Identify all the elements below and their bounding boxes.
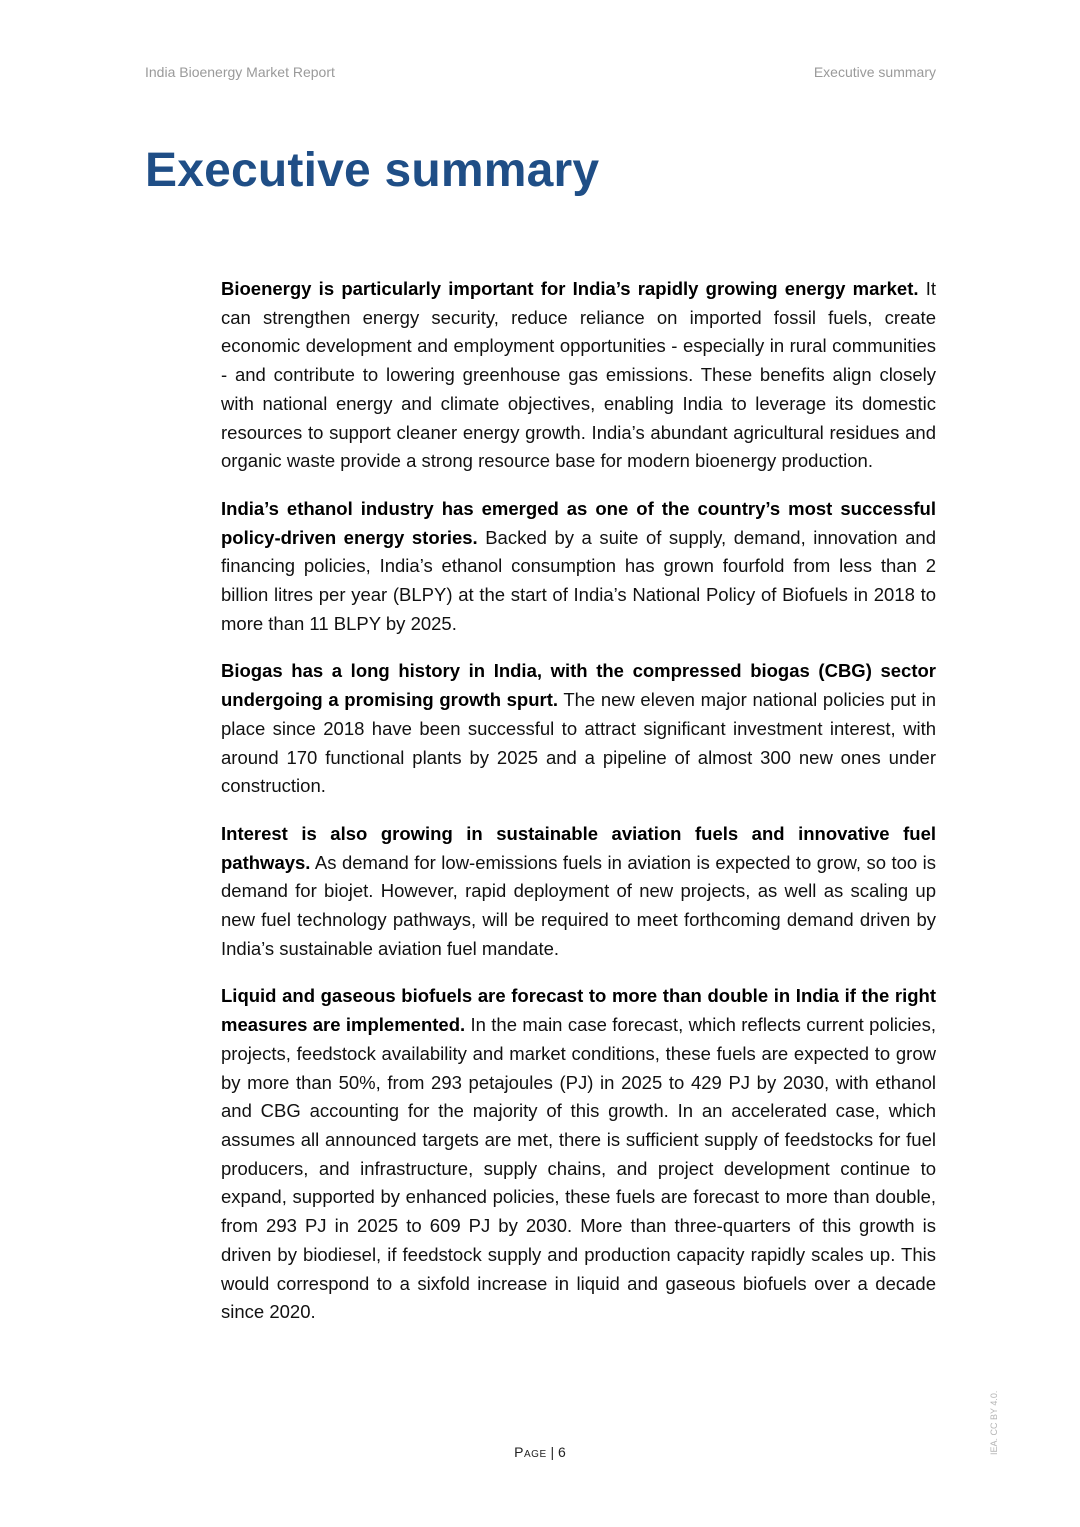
page-footer bbox=[0, 1444, 1080, 1460]
paragraph-lead: Interest is also growing in sustainable aviation fuels and innovative fuel pathways. bbox=[221, 822, 936, 873]
paragraph-body: In the main case forecast, which reflects current policies, projects, feedstock availability and market conditions, these fuels are expected to grow by more than 50%, from 293 petajoules (PJ) in 2025 to 429 PJ by 2030, with ethanol and CBG accounting for the majority of this growth. In an accelerated case, which assumes all announced targets are met, there is sufficient supply of feedstocks for fuel producers, and infrastructure, supply chains, and project development continue to expand, supported by enhanced policies, these fuels are forecast to more than double, from 293 PJ in 2025 to 609 PJ by 2030. More than three-quarters of this growth is driven by biodiesel, if feedstock supply and production capacity rapidly scales up. This would correspond to a sixfold increase in liquid and gaseous biofuels over a decade since 2020. bbox=[221, 1014, 936, 1323]
body-text bbox=[221, 275, 936, 1346]
license-notice: IEA. CC BY 4.0. bbox=[989, 1390, 999, 1455]
paragraph-body: As demand for low-emissions fuels in aviation is expected to grow, so too is demand for biojet. However, rapid deployment of new projects, as well as scaling up new fuel technology pathways, will be required to meet forthcoming demand driven by India’s sustainable aviation fuel mandate. bbox=[221, 851, 936, 959]
page-number: 6 bbox=[558, 1444, 566, 1460]
page-title: Executive summary bbox=[145, 144, 600, 197]
paragraph-ethanol-industry bbox=[221, 495, 936, 639]
page-label: Page bbox=[514, 1444, 547, 1460]
paragraph-bioenergy-importance bbox=[221, 275, 936, 476]
running-header bbox=[145, 64, 936, 80]
paragraph-body: It can strengthen energy security, reduce reliance on imported fossil fuels, create economic development and employment opportunities - especially in rural communities - and contribute to lowering greenhouse gas emissions. These benefits align closely with national energy and climate objectives, enabling India to leverage its domestic resources to support cleaner energy growth. India’s abundant agricultural residues and organic waste provide a strong resource base for modern bioenergy production. bbox=[221, 278, 936, 472]
paragraph-lead: India’s ethanol industry has emerged as one of the country’s most successful policy-driven energy stories. bbox=[221, 497, 936, 548]
paragraph-body: The new eleven major national policies put in place since 2018 have been successful to attract significant investment interest, with around 170 functional plants by 2025 and a pipeline of almost 300 new ones under construction. bbox=[221, 689, 936, 797]
page-separator: | bbox=[546, 1444, 559, 1460]
paragraph-aviation-fuels bbox=[221, 820, 936, 964]
paragraph-lead: Biogas has a long history in India, with the compressed biogas (CBG) sector undergoing a promising growth spurt. bbox=[221, 660, 936, 711]
paragraph-lead: Bioenergy is particularly important for India’s rapidly growing energy market. bbox=[221, 278, 919, 299]
paragraph-lead: Liquid and gaseous biofuels are forecast to more than double in India if the right measures are implemented. bbox=[221, 985, 936, 1036]
paragraph-body: Backed by a suite of supply, demand, innovation and financing policies, India’s ethanol consumption has grown fourfold from less than 2 billion litres per year (BLPY) at the start of India’s National Policy of Biofuels in 2018 to more than 11 BLPY by 2025. bbox=[221, 526, 936, 634]
section-name: Executive summary bbox=[813, 64, 936, 80]
paragraph-biogas bbox=[221, 657, 936, 801]
paragraph-forecast bbox=[221, 982, 936, 1326]
report-title: India Bioenergy Market Report bbox=[145, 64, 335, 80]
